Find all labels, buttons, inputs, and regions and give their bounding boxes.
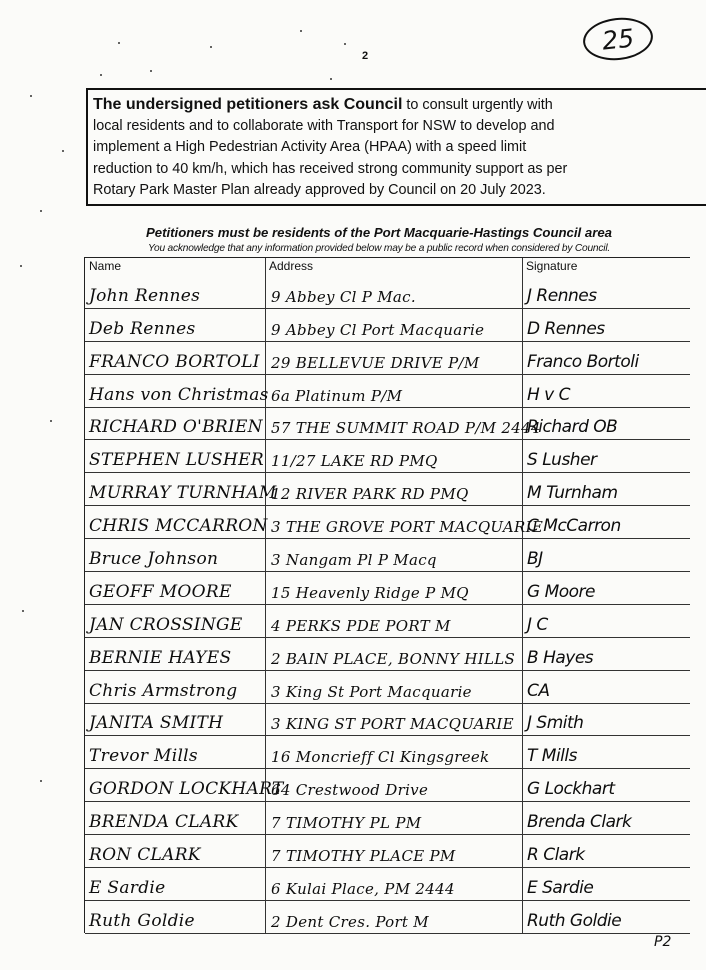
scan-speck [30, 95, 32, 97]
table-row [85, 769, 690, 802]
table-row [85, 572, 690, 605]
scan-speck [150, 70, 152, 72]
petition-line-1: to consult urgently with [402, 97, 553, 113]
signer-address: 4 PERKS PDE PORT M [271, 616, 451, 635]
signer-name: STEPHEN LUSHER [89, 450, 264, 471]
residency-heading: Petitioners must be residents of the Port Macquarie-Hastings Council area [145, 225, 613, 240]
signer-name: Bruce Johnson [89, 549, 219, 570]
signer-signature: G Moore [527, 581, 595, 602]
signer-signature: J Smith [527, 713, 584, 734]
scan-speck [100, 74, 102, 76]
scan-speck [344, 43, 346, 45]
signer-signature: Ruth Goldie [527, 910, 622, 931]
table-row [85, 736, 690, 769]
signer-signature: B Hayes [527, 647, 594, 668]
table-row [85, 440, 690, 473]
signer-name: Ruth Goldie [89, 910, 195, 931]
petition-line-5: Rotary Park Master Plan already approved by Council on 20 July 2023. [93, 181, 546, 198]
signer-name: JAN CROSSINGE [89, 614, 243, 635]
signer-signature: Franco Bortoli [527, 351, 639, 372]
scan-speck [50, 420, 52, 422]
signer-signature: T Mills [527, 746, 577, 767]
signer-name: JANITA SMITH [89, 713, 224, 734]
signer-address: 15 Heavenly Ridge P MQ [271, 583, 469, 602]
scan-speck [330, 78, 332, 80]
circled-page-count: 25 [581, 14, 655, 63]
signer-name: John Rennes [89, 285, 201, 306]
scan-speck [40, 780, 42, 782]
signer-address: 2 Dent Cres. Port M [271, 912, 429, 931]
table-row [85, 276, 690, 309]
scan-speck [20, 265, 22, 267]
signer-name: RICHARD O'BRIEN [89, 417, 263, 438]
footer-page-mark: P2 [654, 934, 672, 950]
signer-signature: G Lockhart [527, 779, 615, 800]
petition-line-3: implement a High Pedestrian Activity Area (HPAA) with a speed limit [93, 139, 527, 156]
signer-address: 16 Moncrieff Cl Kingsgreek [271, 748, 490, 767]
table-row [85, 638, 690, 671]
signer-name: Deb Rennes [89, 318, 196, 339]
signer-address: 3 KING ST PORT MACQUARIE [271, 715, 514, 734]
page-number: 2 [362, 50, 369, 62]
table-row [85, 473, 690, 506]
petition-lead-text: The undersigned petitioners ask [93, 96, 344, 113]
signer-name: GORDON LOCKHART [89, 779, 284, 800]
signer-address: 64 Crestwood Drive [271, 781, 429, 800]
signer-address: 11/27 LAKE RD PMQ [271, 452, 438, 471]
signer-name: Hans von Christmas [89, 384, 269, 405]
signature-rows [85, 276, 690, 934]
petition-line-4: reduction to 40 km/h, which has received strong community support as per [93, 160, 568, 177]
signer-address: 9 Abbey Cl Port Macquarie [271, 320, 485, 339]
signer-signature: M Turnham [527, 483, 618, 504]
signer-name: Trevor Mills [89, 746, 198, 767]
signer-signature: Brenda Clark [527, 812, 632, 833]
table-row [85, 342, 690, 375]
signer-name: GEOFF MOORE [89, 581, 232, 602]
signer-address: 3 Nangam Pl P Macq [271, 551, 437, 570]
signer-address: 3 THE GROVE PORT MACQUARIE [271, 518, 544, 537]
signer-name: BRENDA CLARK [89, 812, 239, 833]
table-row [85, 671, 690, 704]
table-row [85, 704, 690, 737]
signer-signature: S Lusher [527, 450, 597, 471]
header-name: Name [89, 259, 122, 273]
scan-speck [22, 610, 24, 612]
signer-address: 3 King St Port Macquarie [271, 682, 472, 701]
header-signature: Signature [526, 259, 578, 273]
table-row [85, 309, 690, 342]
scan-speck [40, 210, 42, 212]
signer-name: E Sardie [89, 877, 166, 898]
signer-signature: Richard OB [527, 417, 618, 438]
signer-name: Chris Armstrong [89, 680, 238, 701]
signer-signature: BJ [527, 549, 543, 570]
header-address: Address [269, 259, 314, 273]
signer-signature: H v C [527, 384, 571, 405]
signer-signature: D Rennes [527, 318, 605, 339]
table-row [85, 901, 690, 934]
table-row [85, 868, 690, 901]
public-record-notice: You acknowledge that any information provided below may be a public record when considered by Council. [147, 243, 611, 254]
signer-address: 29 BELLEVUE DRIVE P/M [271, 353, 480, 372]
signer-address: 9 Abbey Cl P Mac. [271, 287, 416, 306]
petition-lead-council: Council [343, 96, 403, 113]
signer-address: 6a Platinum P/M [271, 386, 403, 405]
signer-address: 57 THE SUMMIT ROAD P/M 2444 [271, 419, 541, 438]
signer-signature: C McCarron [527, 516, 621, 537]
scan-speck [210, 46, 212, 48]
signer-name: BERNIE HAYES [89, 647, 232, 668]
petition-statement [93, 94, 706, 201]
signer-address: 12 RIVER PARK RD PMQ [271, 485, 469, 504]
signer-address: 7 TIMOTHY PL PM [271, 814, 422, 833]
signature-table [84, 257, 690, 933]
signer-name: RON CLARK [89, 845, 201, 866]
petition-line-2: local residents and to collaborate with Transport for NSW to develop and [93, 118, 555, 135]
table-row [85, 605, 690, 638]
table-row [85, 506, 690, 539]
table-row [85, 539, 690, 572]
signer-signature: CA [527, 680, 550, 701]
signer-address: 6 Kulai Place, PM 2444 [271, 879, 455, 898]
table-row [85, 835, 690, 868]
signer-signature: R Clark [527, 845, 585, 866]
signer-signature: E Sardie [527, 877, 594, 898]
scan-speck [300, 30, 302, 32]
signer-name: FRANCO BORTOLI [89, 351, 260, 372]
signer-address: 7 TIMOTHY PLACE PM [271, 847, 456, 866]
signer-name: CHRIS MCCARRON [89, 516, 268, 537]
scan-speck [62, 150, 64, 152]
table-row [85, 802, 690, 835]
signer-signature: J Rennes [527, 285, 597, 306]
table-row [85, 375, 690, 408]
scan-speck [118, 42, 120, 44]
petition-statement-box [86, 88, 706, 206]
table-row [85, 408, 690, 441]
signer-name: MURRAY TURNHAM [89, 483, 277, 504]
signer-address: 2 BAIN PLACE, BONNY HILLS [271, 649, 516, 668]
signer-signature: J C [527, 614, 548, 635]
